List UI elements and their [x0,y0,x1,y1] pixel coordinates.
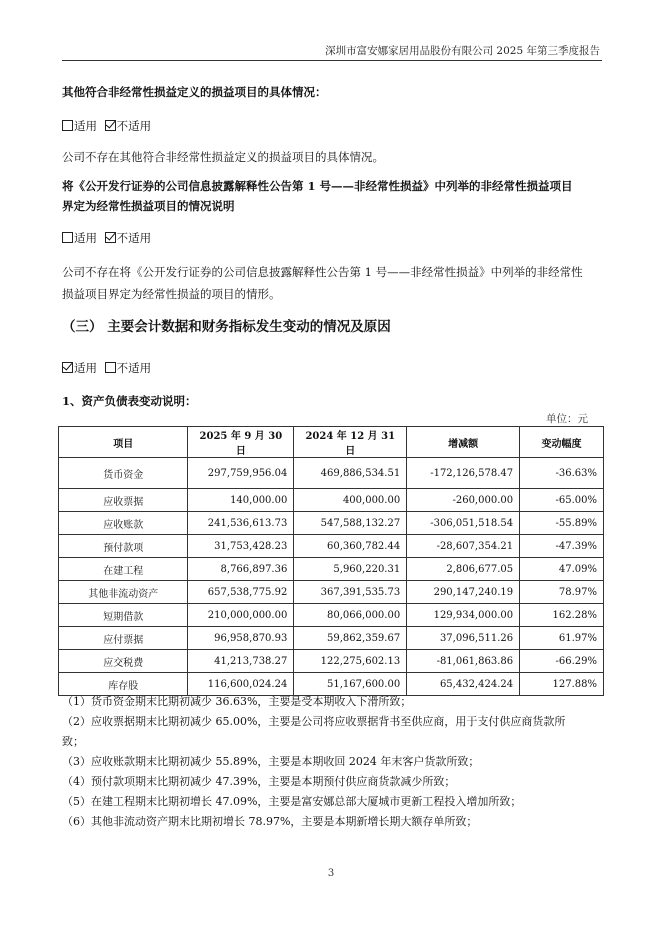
row-item: 预付款项 [59,535,188,558]
row-current: 31,753,428.23 [188,535,294,558]
section3-not-applicable-label: 不适用 [116,361,152,375]
section3-options [62,358,602,378]
section2-options [62,228,602,248]
row-previous: 122,275,602.13 [294,650,407,673]
section1-title: 其他符合非经常性损益定义的损益项目的具体情况： [62,85,327,99]
header-rule [62,60,602,61]
row-change: 2,806,677.05 [407,558,520,581]
table-row [59,604,604,627]
row-item: 货币资金 [59,458,188,489]
page-number: 3 [327,868,335,879]
row-previous: 367,391,535.73 [294,581,407,604]
table-header-row [59,427,604,458]
note-line: （6）其他非流动资产期末比期初增长 78.97%，主要是本期新增长期大额存单所致； [62,815,478,828]
row-change: 129,934,000.00 [407,604,520,627]
balance-sheet-table [58,426,604,696]
table-row [59,512,604,535]
note-line: 致； [62,735,84,748]
row-previous: 51,167,600.00 [294,673,407,696]
section1-not-applicable-checkbox[interactable] [105,120,116,131]
section3-applicable-label: 适用 [74,361,97,375]
row-item: 应收票据 [59,489,188,512]
section1-body: 公司不存在其他符合非经常性损益定义的损益项目的具体情况。 [62,150,384,164]
column-header: 增减额 [407,427,520,458]
row-rate: 78.97% [520,581,604,604]
section2-body-line1: 公司不存在将《公开发行证券的公司信息披露解释性公告第 1 号——非经常性损益》中列举的非经常性 [62,265,583,279]
row-item: 短期借款 [59,604,188,627]
row-current: 140,000.00 [188,489,294,512]
section2-applicable-label: 适用 [74,231,97,245]
row-previous: 469,886,534.51 [294,458,407,489]
row-change: -81,061,863.86 [407,650,520,673]
section2-applicable-checkbox[interactable] [62,232,73,243]
row-item: 在建工程 [59,558,188,581]
section3-applicable-checkbox[interactable] [62,362,73,373]
page-header: 深圳市富安娜家居用品股份有限公司 2025 年第三季度报告 [325,45,600,57]
row-change: -306,051,518.54 [407,512,520,535]
section1-applicable-label: 适用 [74,119,97,133]
row-change: -28,607,354.21 [407,535,520,558]
section3-title: （三） 主要会计数据和财务指标发生变动的情况及原因 [62,319,391,335]
row-change: 290,147,240.19 [407,581,520,604]
row-change: -172,126,578.47 [407,458,520,489]
section1-applicable-checkbox[interactable] [62,120,73,131]
column-header: 2024 年 12 月 31 日 [294,427,407,458]
row-rate: 61.97% [520,627,604,650]
row-rate: -65.00% [520,489,604,512]
row-rate: 162.28% [520,604,604,627]
row-rate: -55.89% [520,512,604,535]
row-current: 210,000,000.00 [188,604,294,627]
section2-not-applicable-checkbox[interactable] [105,232,116,243]
row-current: 41,213,738.27 [188,650,294,673]
row-previous: 59,862,359.67 [294,627,407,650]
note-line: （4）预付款项期末比期初减少 47.39%，主要是本期预付供应商货款减少所致； [62,775,456,788]
row-current: 241,536,613.73 [188,512,294,535]
row-item: 应付票据 [59,627,188,650]
row-rate: -66.29% [520,650,604,673]
row-change: 65,432,424.24 [407,673,520,696]
row-current: 96,958,870.93 [188,627,294,650]
row-current: 297,759,956.04 [188,458,294,489]
row-rate: -36.63% [520,458,604,489]
row-current: 116,600,024.24 [188,673,294,696]
section1-not-applicable-label: 不适用 [116,119,152,133]
table-row [59,535,604,558]
table-row [59,489,604,512]
row-rate: 47.09% [520,558,604,581]
column-header: 项目 [59,427,188,458]
row-item: 应交税费 [59,650,188,673]
table-row [59,627,604,650]
section1-options [62,116,602,136]
unit-label: 单位：元 [546,413,588,425]
column-header: 变动幅度 [520,427,604,458]
row-previous: 60,360,782.44 [294,535,407,558]
row-previous: 547,588,132.27 [294,512,407,535]
note-line: （1）货币资金期末比期初减少 36.63%，主要是受本期收入下滑所致； [62,695,412,708]
table-row [59,650,604,673]
section3-not-applicable-checkbox[interactable] [105,362,116,373]
row-item: 应收账款 [59,512,188,535]
notes-list [62,692,602,832]
row-change: 37,096,511.26 [407,627,520,650]
row-previous: 5,960,220.31 [294,558,407,581]
note-line: （3）应收账款期末比期初减少 55.89%，主要是本期收回 2024 年末客户货款所致； [62,755,480,768]
column-header: 2025 年 9 月 30 日 [188,427,294,458]
section2-title-line2: 界定为经常性损益项目的情况说明 [62,199,235,213]
row-current: 8,766,897.36 [188,558,294,581]
row-rate: -47.39% [520,535,604,558]
row-item: 库存股 [59,673,188,696]
row-change: -260,000.00 [407,489,520,512]
table-row [59,581,604,604]
note-line: （2）应收票据期末比期初减少 65.00%，主要是公司将应收票据背书至供应商，用于支付供应商货款所 [62,715,566,728]
balance-sheet-subtitle: 1、资产负债表变动说明： [62,394,197,408]
row-item: 其他非流动资产 [59,581,188,604]
section2-body-line2: 损益项目界定为经常性损益的项目的情形。 [62,287,281,301]
note-line: （5）在建工程期末比期初增长 47.09%，主要是富安娜总部大厦城市更新工程投入增加所致； [62,795,522,808]
row-previous: 400,000.00 [294,489,407,512]
table-row [59,558,604,581]
table-row [59,458,604,489]
row-current: 657,538,775.92 [188,581,294,604]
row-previous: 80,066,000.00 [294,604,407,627]
section2-not-applicable-label: 不适用 [116,231,152,245]
section2-title-line1: 将《公开发行证券的公司信息披露解释性公告第 1 号——非经常性损益》中列举的非经常性损益项目 [62,179,573,193]
row-rate: 127.88% [520,673,604,696]
